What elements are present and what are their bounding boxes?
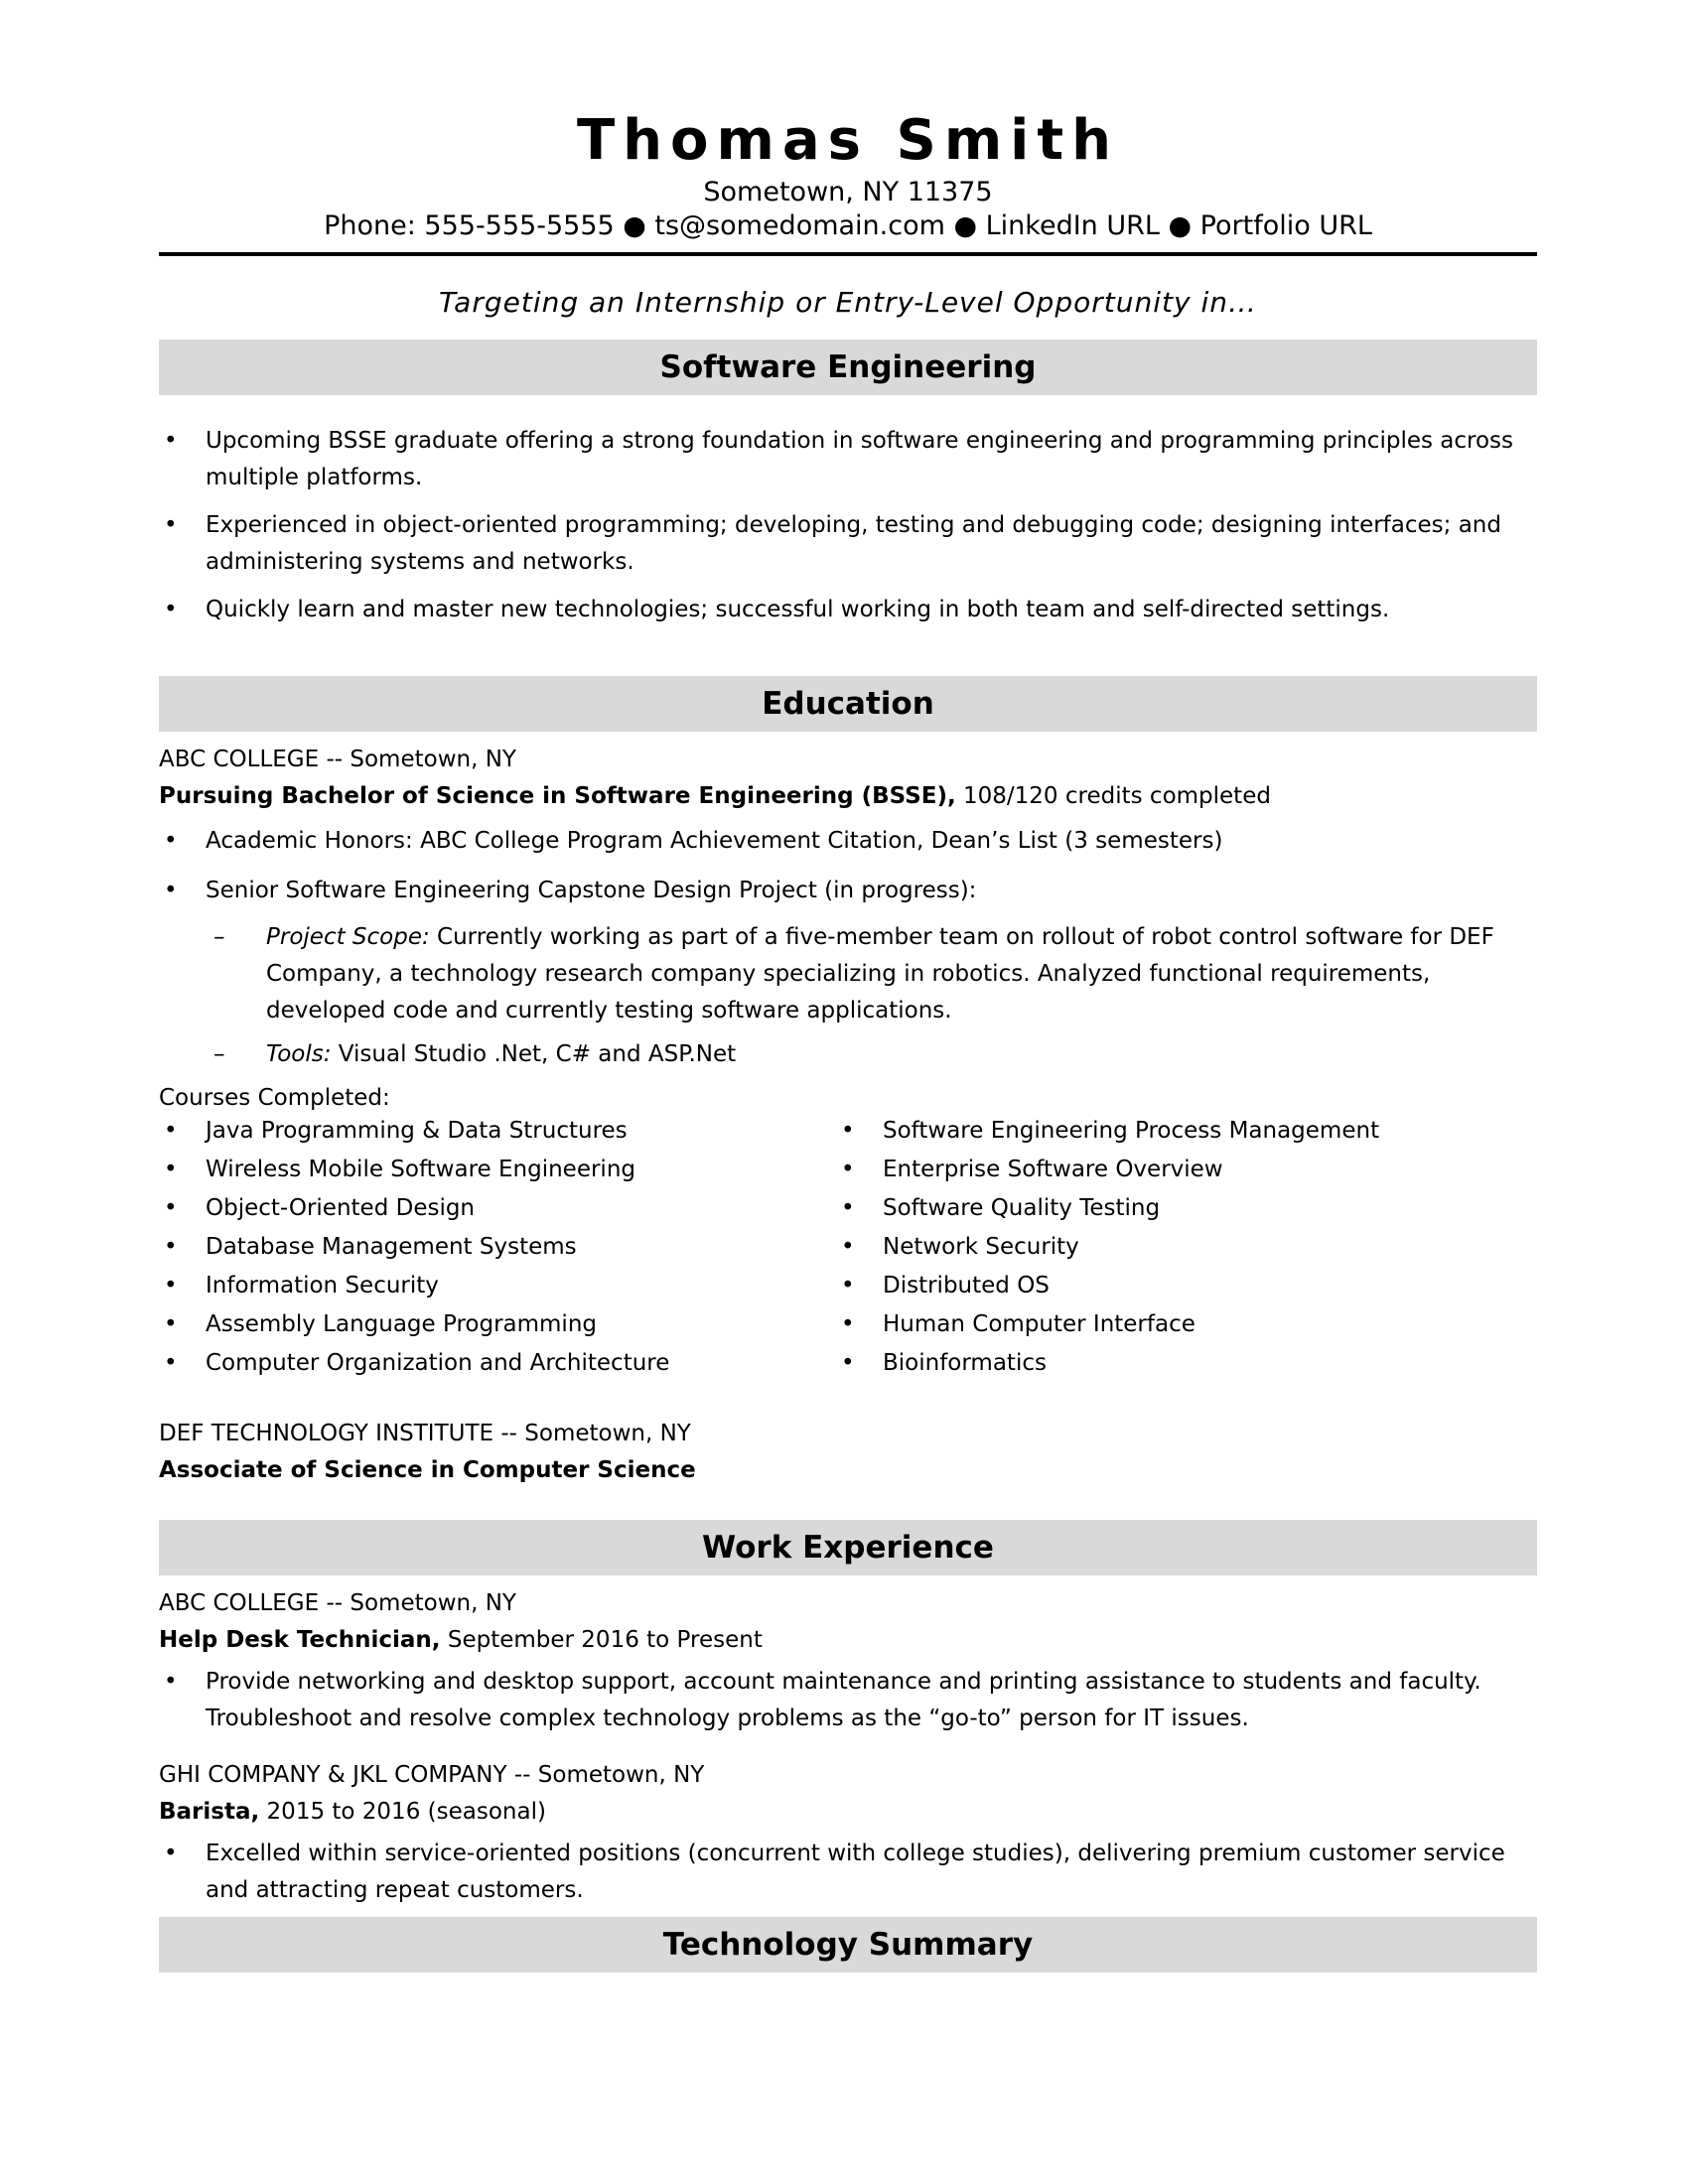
education-degree-line: Associate of Science in Computer Science (159, 1457, 696, 1483)
section-banner-software-engineering: Software Engineering (159, 340, 1537, 395)
course-item: • Object-Oriented Design (159, 1190, 836, 1227)
course-item: • Bioinformatics (836, 1345, 1537, 1382)
dash-icon: – (213, 924, 225, 950)
education-degree-line (159, 778, 1537, 815)
summary-bullet (159, 507, 1537, 581)
bullet-icon: • (164, 878, 178, 903)
education-school: DEF TECHNOLOGY INSTITUTE -- Sometown, NY (159, 1421, 691, 1446)
course-item: • Human Computer Interface (836, 1306, 1537, 1343)
detail-label: Project Scope: (266, 924, 430, 950)
course-item: • Network Security (836, 1229, 1537, 1266)
summary-bullet (159, 592, 1537, 628)
course-item: • Computer Organization and Architecture (159, 1345, 836, 1382)
job-bullet (159, 1836, 1537, 1909)
education-school: ABC COLLEGE -- Sometown, NY (159, 747, 516, 772)
candidate-location: Sometown, NY 11375 (703, 177, 993, 207)
summary-bullet (159, 423, 1537, 496)
degree-name: Pursuing Bachelor of Science in Software Engineering (BSSE), (159, 783, 956, 809)
bullet-icon: • (164, 1195, 178, 1221)
bullet-icon: • (164, 1669, 178, 1695)
job-title-line (159, 1794, 1537, 1831)
job-dates: 2015 to 2016 (seasonal) (266, 1799, 546, 1825)
courses-completed-label: Courses Completed: (159, 1085, 390, 1111)
courses-column-right (836, 1113, 1537, 1382)
bullet-icon: • (164, 828, 178, 854)
capstone-detail (213, 919, 1537, 1029)
job-dates: September 2016 to Present (447, 1627, 763, 1653)
bullet-icon: • (164, 1234, 178, 1260)
bullet-icon: • (841, 1157, 855, 1182)
summary-bullet-text: Experienced in object-oriented programming; developing, testing and debugging code; designing interfaces; and administering systems and networks. (206, 512, 1501, 575)
course-item: • Software Engineering Process Management (836, 1113, 1537, 1150)
courses-columns (159, 1113, 1537, 1382)
summary-bullet-text: Quickly learn and master new technologies; successful working in both team and self-directed settings. (206, 597, 1390, 622)
course-item: • Information Security (159, 1268, 836, 1304)
education-bullet (159, 873, 1537, 909)
bullet-icon: • (164, 1273, 178, 1298)
bullet-icon: • (164, 1841, 178, 1866)
course-item: • Assembly Language Programming (159, 1306, 836, 1343)
honors-text: Academic Honors: ABC College Program Achievement Citation, Dean’s List (3 semesters) (206, 828, 1223, 854)
bullet-icon: • (841, 1118, 855, 1144)
bullet-icon: • (164, 428, 178, 454)
summary-bullet-text: Upcoming BSSE graduate offering a strong foundation in software engineering and programming principles across multiple platforms. (206, 428, 1514, 490)
job-title-line (159, 1622, 1537, 1659)
course-item: • Java Programming & Data Structures (159, 1113, 836, 1150)
bullet-icon: • (164, 1350, 178, 1376)
bullet-icon: • (841, 1273, 855, 1298)
capstone-text: Senior Software Engineering Capstone Design Project (in progress): (206, 878, 977, 903)
job-bullet (159, 1664, 1537, 1737)
job-title: Help Desk Technician, (159, 1627, 441, 1653)
job-employer: GHI COMPANY & JKL COMPANY -- Sometown, NY (159, 1762, 705, 1788)
job-employer: ABC COLLEGE -- Sometown, NY (159, 1590, 516, 1616)
detail-text: Currently working as part of a five-member team on rollout of robot control software for DEF Company, a technology research company specializing in robotics. Analyzed functional requirements, developed code and currently testing software applications. (266, 924, 1494, 1024)
section-banner-work-experience: Work Experience (159, 1520, 1537, 1575)
targeting-line: Targeting an Internship or Entry-Level Opportunity in… (439, 286, 1257, 319)
degree-detail: 108/120 credits completed (963, 783, 1271, 809)
course-item: • Software Quality Testing (836, 1190, 1537, 1227)
dash-icon: – (213, 1041, 225, 1067)
education-bullet (159, 823, 1537, 860)
bullet-icon: • (164, 1118, 178, 1144)
course-item: • Wireless Mobile Software Engineering (159, 1152, 836, 1188)
header-divider (159, 252, 1537, 256)
detail-text: Visual Studio .Net, C# and ASP.Net (338, 1041, 737, 1067)
section-banner-technology-summary: Technology Summary (159, 1917, 1537, 1973)
job-title: Barista, (159, 1799, 260, 1825)
section-banner-education: Education (159, 676, 1537, 732)
bullet-icon: • (841, 1311, 855, 1337)
bullet-icon: • (841, 1234, 855, 1260)
course-item: • Distributed OS (836, 1268, 1537, 1304)
bullet-icon: • (841, 1350, 855, 1376)
bullet-icon: • (164, 512, 178, 538)
capstone-detail-text (266, 919, 1537, 1029)
contact-line: Phone: 555-555-5555 ● ts@somedomain.com ● LinkedIn URL ● Portfolio URL (324, 210, 1372, 241)
course-item: • Enterprise Software Overview (836, 1152, 1537, 1188)
job-bullet-text: Provide networking and desktop support, account maintenance and printing assistance to students and faculty. Troubleshoot and resolve complex technology problems as the “go-to” person for IT issues. (206, 1669, 1481, 1731)
job-bullet-text: Excelled within service-oriented positions (concurrent with college studies), delivering premium customer service and attracting repeat customers. (206, 1841, 1505, 1903)
bullet-icon: • (841, 1195, 855, 1221)
detail-label: Tools: (266, 1041, 332, 1067)
bullet-icon: • (164, 1311, 178, 1337)
capstone-detail-text (266, 1036, 1537, 1073)
capstone-detail (213, 1036, 1537, 1073)
bullet-icon: • (164, 1157, 178, 1182)
courses-column-left (159, 1113, 836, 1382)
candidate-name: Thomas Smith (576, 108, 1120, 173)
course-item: • Database Management Systems (159, 1229, 836, 1266)
bullet-icon: • (164, 597, 178, 622)
